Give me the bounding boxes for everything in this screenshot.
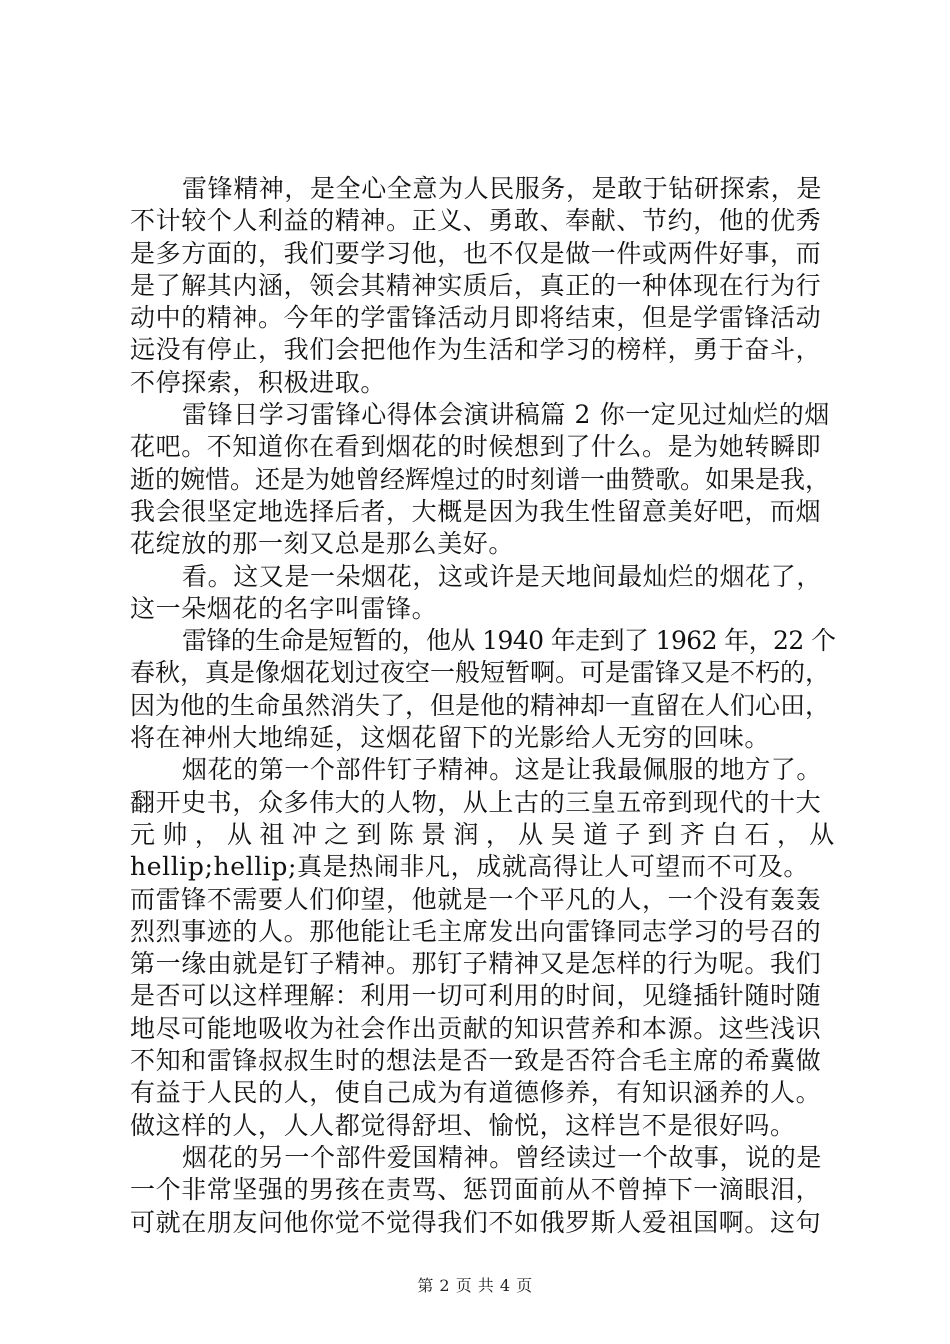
text-line: 做这样的人，人人都觉得舒坦、愉悦，这样岂不是很好吗。 [130,1110,796,1140]
text-line: 第一缘由就是钉子精神。那钉子精神又是怎样的行为呢。我们 [130,949,822,979]
text-line: 这一朵烟花的名字叫雷锋。 [130,593,438,623]
text-line: 是了解其内涵，领会其精神实质后，真正的一种体现在行为行 [130,270,822,300]
text-line: 春秋，真是像烟花划过夜空一般短暂啊。可是雷锋又是不朽的， [130,658,831,688]
text-line: 烈烈事迹的人。那他能让毛主席发出向雷锋同志学习的号召的 [130,916,822,946]
text-line: 而雷锋不需要人们仰望，他就是一个平凡的人，一个没有轰轰 [130,884,822,914]
article-body [130,173,835,1239]
text-line: hellip;hellip;真是热闹非凡，成就高得让人可望而不可及。 [130,852,810,882]
text-line: 地尽可能地吸收为社会作出贡献的知识营养和本源。这些浅识 [130,1013,822,1043]
text-line: 不计较个人利益的精神。正义、勇敢、奉献、节约，他的优秀 [130,206,822,236]
text-line: 烟花的另一个部件爱国精神。曾经读过一个故事，说的是 [182,1142,823,1172]
text-line: 一个非常坚强的男孩在责骂、惩罚面前从不曾掉下一滴眼泪， [130,1175,822,1205]
text-line: 因为他的生命虽然消失了，但是他的精神却一直留在人们心田， [130,690,831,720]
text-line: 有益于人民的人，使自己成为有道德修养，有知识涵养的人。 [130,1078,822,1108]
text-line: 逝的婉惜。还是为她曾经辉煌过的时刻谱一曲赞歌。如果是我， [130,464,831,494]
text-line: 不停探索，积极进取。 [130,367,387,397]
text-line: 可就在朋友问他你觉不觉得我们不如俄罗斯人爱祖国啊。这句 [130,1207,822,1237]
text-line: 是多方面的，我们要学习他，也不仅是做一件或两件好事，而 [130,238,822,268]
text-line: 我会很坚定地选择后者，大概是因为我生性留意美好吧，而烟 [130,496,822,526]
page-footer [0,1276,950,1296]
text-line: 雷锋精神，是全心全意为人民服务，是敢于钻研探索，是 [182,174,823,203]
text-line: 烟花的第一个部件钉子精神。这是让我最佩服的地方了。 [182,755,823,785]
text-line: 花吧。不知道你在看到烟花的时候想到了什么。是为她转瞬即 [130,432,822,462]
text-line: 远没有停止，我们会把他作为生活和学习的榜样，勇于奋斗， [130,335,822,365]
text-line: 雷锋的生命是短暂的，他从 1940 年走到了 1962 年，22 个 [182,626,836,656]
text-line: 雷锋日学习雷锋心得体会演讲稿篇 2 你一定见过灿烂的烟 [182,400,831,430]
text-line: 翻开史书，众多伟大的人物，从上古的三皇五帝到现代的十大 [130,787,822,817]
text-line: 将在神州大地绵延，这烟花留下的光影给人无穷的回味。 [130,723,771,753]
page-number-label: 第 2 页 共 4 页 [417,1276,533,1295]
text-line: 看。这又是一朵烟花，这或许是天地间最灿烂的烟花了， [182,561,823,591]
text-line: 动中的精神。今年的学雷锋活动月即将结束，但是学雷锋活动 [130,303,822,333]
text-line: 元 帅 ， 从 祖 冲 之 到 陈 景 润 ， 从 吴 道 子 到 齐 白 石 ， 从 [130,819,834,849]
text-line: 不知和雷锋叔叔生时的想法是否一致是否符合毛主席的希冀做 [130,1046,822,1076]
text-line: 花绽放的那一刻又总是那么美好。 [130,529,515,559]
text-line: 是否可以这样理解：利用一切可利用的时间，见缝插针随时随 [130,981,822,1011]
